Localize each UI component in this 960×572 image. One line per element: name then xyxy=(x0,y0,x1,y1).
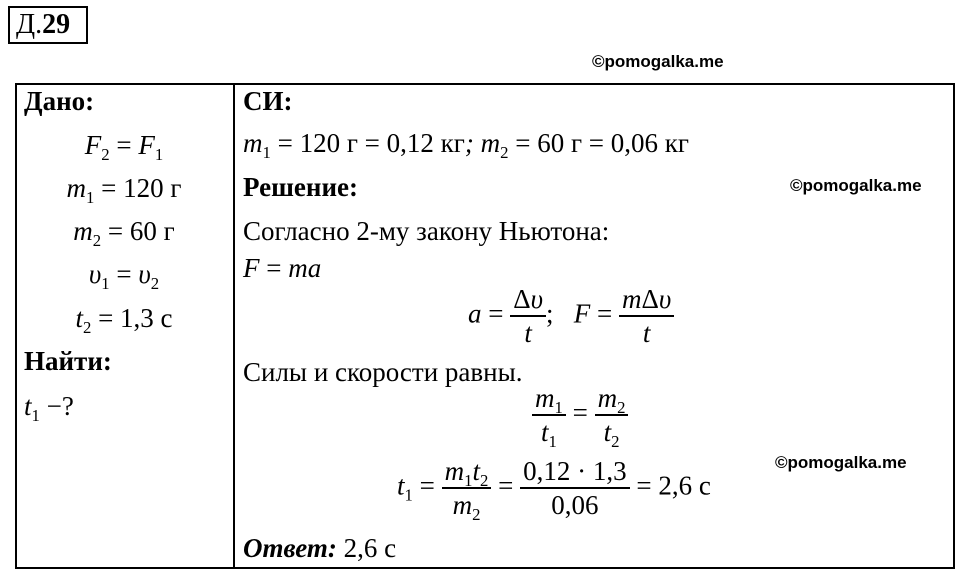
ratio-equals: = xyxy=(572,397,588,428)
answer-label: Ответ: xyxy=(243,533,337,563)
given-line: $F_2 = F_1$ xyxy=(84,130,164,164)
given-line: $m_2 = 60$ г xyxy=(73,216,175,250)
column-divider xyxy=(233,83,235,569)
task-number: 29 xyxy=(42,9,71,40)
given-line: $\upsilon_1 = \upsilon_2$ xyxy=(88,259,160,293)
answer-value: 2,6 с xyxy=(343,533,397,563)
fraction-dv-over-t: $\frac{\Delta\upsilon}{t}$ xyxy=(510,285,546,348)
find-heading: Найти: xyxy=(24,346,112,376)
watermark-middle: ©pomogalka.me xyxy=(790,176,922,195)
result-equation: $t_1$ = $\frac{m_1t_2}{m_2}$ = $\frac{0,12 \cdot 1,3}{0,06}$ = 2,6 с xyxy=(397,456,711,525)
ratio-equation xyxy=(532,383,628,452)
fraction-m1-over-t1: $\frac{m_1}{t_1}$ xyxy=(532,384,566,447)
solution-intro: Согласно 2-му закону Ньютона: xyxy=(243,216,610,246)
given-line: $t_2 = 1,3$ с xyxy=(75,303,173,337)
si-line: $m_1 = 120$ г = 0,12 кг; $m_2 = 60$ г = 0,06 кг xyxy=(243,128,689,162)
solution-statement: Силы и скорости равны. xyxy=(243,357,523,387)
result-value: = 2,6 с xyxy=(636,470,711,501)
fraction-numeric xyxy=(520,457,630,520)
find-value: $t_1$ −? xyxy=(24,391,74,425)
solution-heading: Решение: xyxy=(243,172,358,202)
numeric-denominator: 0,06 xyxy=(551,490,599,521)
watermark-top: ©pomogalka.me xyxy=(592,52,724,71)
task-label: Д. xyxy=(16,9,43,40)
si-heading: СИ: xyxy=(243,86,293,116)
task-number-box xyxy=(8,6,88,44)
newton-law: F = ma xyxy=(243,253,322,283)
fraction-m2-over-t2: $\frac{m_2}{t_2}$ xyxy=(595,384,629,447)
result-equals: = xyxy=(498,470,514,501)
watermark-bottom: ©pomogalka.me xyxy=(775,453,907,472)
given-line: $m_1 = 120$ г xyxy=(66,173,182,207)
given-heading: Дано: xyxy=(24,86,95,116)
formula-acceleration-force: a = $\frac{\Delta\upsilon}{t}$ ; F = $\frac{\text{mΔυ}}{t}$ xyxy=(468,285,674,348)
fraction-m1t2-over-m2: $\frac{m_1t_2}{m_2}$ xyxy=(442,457,492,520)
numeric-numerator: 0,12 · 1,3 xyxy=(520,457,630,489)
fraction-mdv-over-t: $\frac{\text{mΔυ}}{t}$ xyxy=(619,285,674,348)
answer-line xyxy=(243,533,396,564)
